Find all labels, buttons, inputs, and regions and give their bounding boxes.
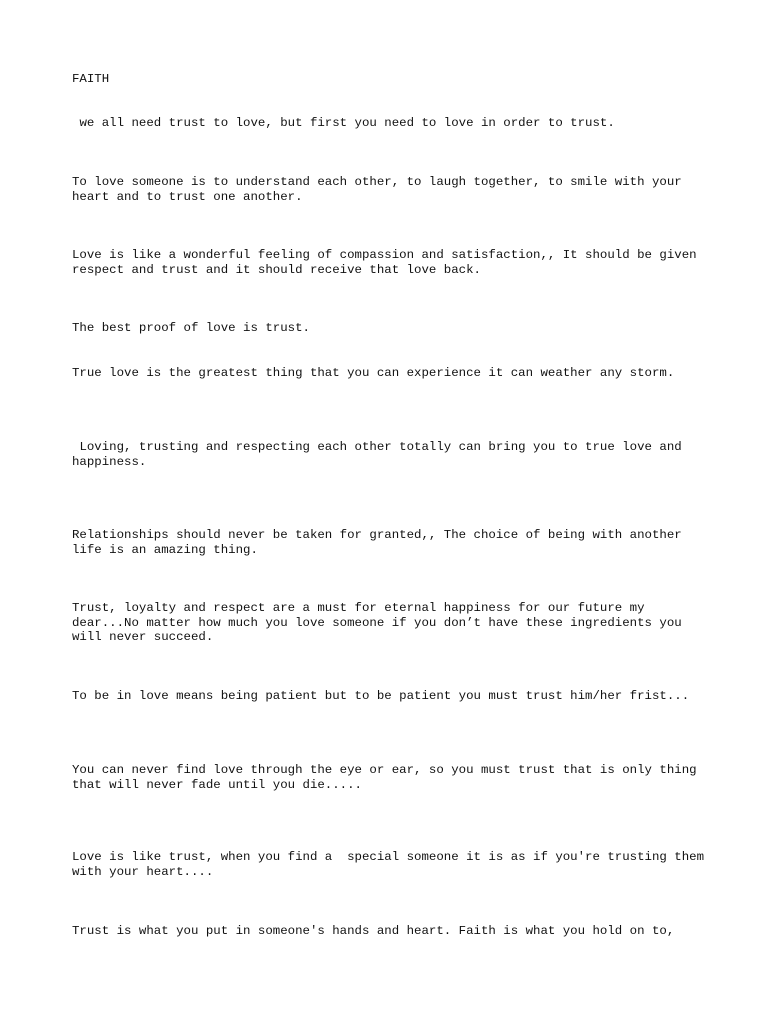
document-title: FAITH <box>72 72 110 86</box>
paragraph-4: The best proof of love is trust. <box>72 321 310 335</box>
paragraph-2: To love someone is to understand each other, to laugh together, to smile with your heart and to trust one another. <box>72 175 690 204</box>
paragraph-3: Love is like a wonderful feeling of compassion and satisfaction,, It should be given respect and trust and it should receive that love back. <box>72 248 705 277</box>
paragraph-11: Love is like trust, when you find a special someone it is as if you're trusting them with your heart.... <box>72 850 712 879</box>
paragraph-1: we all need trust to love, but first you need to love in order to trust. <box>72 116 615 130</box>
paragraph-10: You can never find love through the eye or ear, so you must trust that is only thing that will never fade until you die..... <box>72 763 705 792</box>
paragraph-7: Relationships should never be taken for granted,, The choice of being with another life is an amazing thing. <box>72 528 690 557</box>
paragraph-6: Loving, trusting and respecting each other totally can bring you to true love and happiness. <box>72 440 690 469</box>
paragraph-12: Trust is what you put in someone's hands and heart. Faith is what you hold on to, <box>72 924 675 938</box>
paragraph-5: True love is the greatest thing that you can experience it can weather any storm. <box>72 366 675 380</box>
paragraph-9: To be in love means being patient but to be patient you must trust him/her frist... <box>72 689 690 703</box>
paragraph-8: Trust, loyalty and respect are a must for eternal happiness for our future my dear...No matter how much you love someone if you don’t have these ingredients you will never succeed. <box>72 601 690 645</box>
